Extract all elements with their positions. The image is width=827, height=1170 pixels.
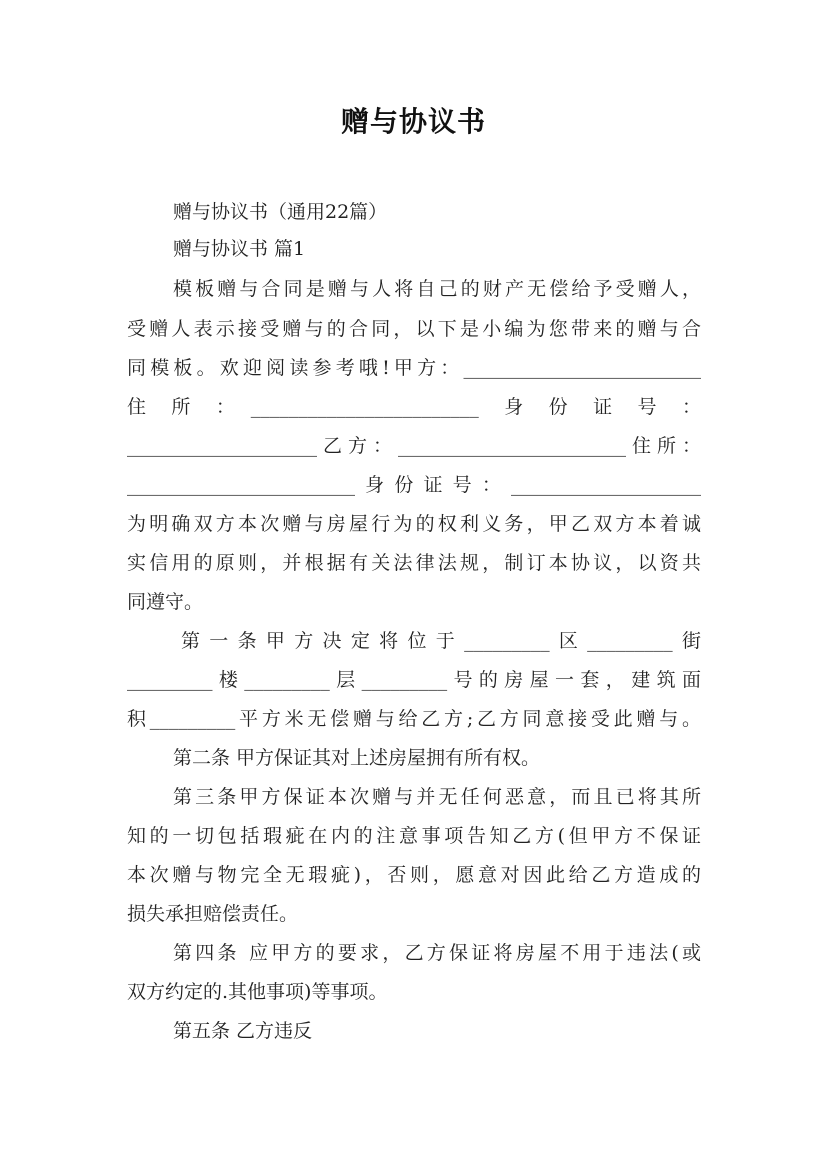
clause-line: 第二条 甲方保证其对上述房屋拥有所有权。: [173, 747, 541, 769]
paragraph-line: 同模板。欢迎阅读参考哦!甲方：_________________________: [127, 357, 701, 379]
clause-line: 积_________平方米无偿赠与给乙方;乙方同意接受此赠与。: [127, 708, 701, 730]
clause-line: 第一条甲方决定将位于_________区_________街: [181, 630, 701, 652]
paragraph-line: 同遵守。: [127, 591, 204, 613]
clause-line: 损失承担赔偿责任。: [127, 903, 299, 925]
subtitle-line: 赠与协议书（通用22篇）: [173, 201, 388, 223]
paragraph-line: 受赠人表示接受赠与的合同，以下是小编为您带来的赠与合: [127, 318, 701, 340]
clause-line: 本次赠与物完全无瑕疵)，否则，愿意对因此给乙方造成的: [127, 864, 701, 886]
paragraph-line: 实信用的原则，并根据有关法律法规，制订本协议，以资共: [127, 552, 701, 574]
paragraph-line: ____________________乙方：________________________住所：: [127, 435, 701, 457]
clause-line: 双方约定的.其他事项)等事项。: [127, 981, 388, 1003]
clause-line: _________楼_________层_________号的房屋一套，建筑面: [127, 669, 701, 691]
paragraph-line: 住 所 ： ________________________ 身 份 证 号 ：: [127, 396, 701, 418]
clause-line: 第五条 乙方违反: [173, 1020, 313, 1042]
paragraph-line: ________________________身份证号：____________________: [127, 474, 701, 496]
clause-line: 第四条 应甲方的要求，乙方保证将房屋不用于违法(或: [173, 942, 701, 964]
paragraph-line: 为明确双方本次赠与房屋行为的权利义务，甲乙双方本着诚: [127, 513, 701, 535]
clause-line: 第三条甲方保证本次赠与并无任何恶意，而且已将其所: [173, 786, 701, 808]
paragraph-line: 模板赠与合同是赠与人将自己的财产无偿给予受赠人，: [173, 278, 701, 300]
document-title: 赠与协议书: [340, 105, 486, 138]
section-heading: 赠与协议书 篇1: [173, 238, 306, 260]
clause-line: 知的一切包括瑕疵在内的注意事项告知乙方(但甲方不保证: [127, 825, 701, 847]
